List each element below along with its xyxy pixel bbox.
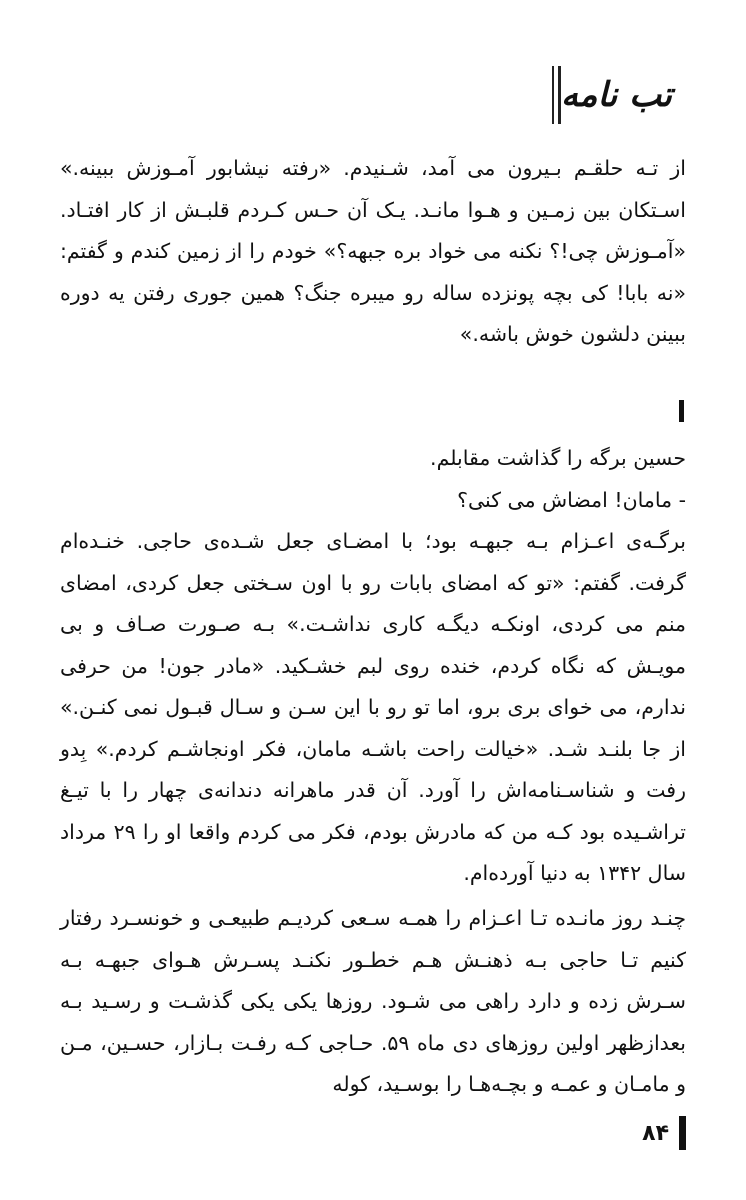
page-footer (642, 1116, 686, 1150)
paragraph-text: برگـه‌ی اعـزام بـه جبهـه بود؛ با امضـای جعل شـده‌ی حاجی. خنـده‌ام گرفت. گفتم: «تو که امضای بابات رو با اون سـختی جعل کردی، امضای منم می کردی، اونکـه دیگـه کاری نداشـت.» بـه صـورت صـاف و بی مویـش که نگاه کردم، خنده روی لبم خشـکید. «مادر جون! من حرفی ندارم، می خوای بری برو، اما تو رو با این سـن و سـال قبـول نمی کنـن.» از جا بلنـد شـد. «خیالت راحت باشـه مامان، فکر اونجاشـم کردم.» بِدو رفت و شناسـنامه‌اش را آورد. آن قدر ماهرانه دندانه‌ی چهار را با تیـغ تراشـیده بود کـه من که مادرش بودم، فکر می کردم واقعا او را ۲۹ مرداد سال ۱۳۴۲ به دنیا آورده‌ام. (60, 529, 687, 885)
paragraph-3 (60, 898, 686, 1106)
book-title-logo: تب نامه (561, 75, 672, 115)
section-break-marker (679, 400, 684, 422)
paragraph-1 (60, 148, 686, 356)
paragraph-text: از تـه حلقـم بـیرون می آمد، شـنیدم. «رفته نیشابور آمـوزش ببینه.» اسـتکان بین زمـین و هـوا مانـد. یـک آن حـس کـردم قلبـش از کار افتـاد. «آمـوزش چی!؟ نکنه می خواد بره جبهه؟» خودم را از زمین کندم و گفتم: «نه بابا! کی بچه پونزده ساله رو میبره جنگ؟ همین جوری رفتن یه دوره ببینن دلشون خوش باشه.» (60, 156, 686, 346)
footer-bar (679, 1116, 686, 1150)
logo-divider-thin (552, 66, 554, 124)
paragraph-2 (60, 438, 686, 895)
header-logo (552, 62, 686, 128)
page-number: ۸۴ (642, 1120, 669, 1146)
dialogue-line: - مامان! امضاش می کنی؟ (457, 487, 686, 512)
narration-line: حسین برگه را گذاشت مقابلم. (430, 446, 686, 470)
paragraph-text: چنـد روز مانـده تـا اعـزام را همـه سـعی کردیـم طبیعـی و خونسـرد رفتار کنیم تـا حاجی بـه ذهنـش هـم خطـور نکنـد پسـرش هـوای جبهـه بـه سـرش زده و دارد راهی می شـود. روزها یکی یکی گذشـت و رسـید بـه بعدازظهر اولین روزهای دی ماه ۵۹. حـاجی کـه رفـت بـازار، حسـین، مـن و مامـان و عمـه و بچـه‌هـا را بوسـید، کوله (60, 906, 686, 1096)
